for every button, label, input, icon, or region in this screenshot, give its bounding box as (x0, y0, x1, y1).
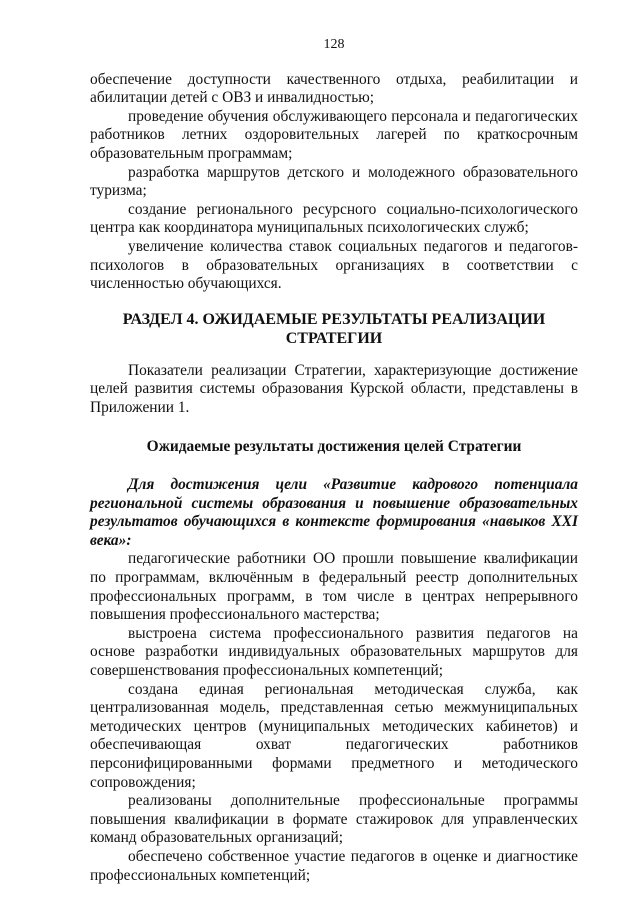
results-list (90, 550, 578, 885)
list-item: обеспечено собственное участие педагогов в оценке и диагностике профессиональных компетенций; (90, 847, 578, 884)
list-item: педагогические работники ОО прошли повышение квалификации по программам, включённым в федеральный реестр дополнительных профессиональных программ, в том числе в центрах непрерывного повышения профессионального мастерства; (90, 550, 578, 624)
page-number: 128 (323, 37, 345, 52)
section-heading: РАЗДЕЛ 4. ОЖИДАЕМЫЕ РЕЗУЛЬТАТЫ РЕАЛИЗАЦИИ СТРАТЕГИИ (122, 310, 546, 347)
subheading: Ожидаемые результаты достижения целей Стратегии (146, 437, 522, 455)
goal-intro: Для достижения цели «Развитие кадрового потенциала региональной системы образования и повышение образовательных результатов обучающихся в контексте формирования «навыков XXI века»: (90, 476, 578, 549)
top-list (90, 71, 578, 294)
list-item: создание регионального ресурсного социально-психологического центра как координатора муниципальных психологических служб; (90, 200, 578, 237)
list-item: реализованы дополнительные профессиональные программы повышения квалификации в формате стажировок для управленческих команд образовательных организаций; (90, 792, 578, 847)
list-item: проведение обучения обслуживающего персонала и педагогических работников летних оздоровительных лагерей по краткосрочным образовательным программам; (90, 107, 578, 162)
list-item: увеличение количества ставок социальных педагогов и педагогов-психологов в образовательных организациях в соответствии с численностью обучающихся. (90, 237, 578, 293)
section-intro: Показатели реализации Стратегии, характеризующие достижение целей развития системы образования Курской области, представлены в Приложении 1. (90, 361, 578, 416)
list-item: обеспечение доступности качественного отдыха, реабилитации и абилитации детей с ОВЗ и инвалидностью; (90, 70, 578, 107)
list-item: выстроена система профессионального развития педагогов на основе разработки индивидуальных образовательных маршрутов для совершенствования профессиональных компетенций; (90, 624, 578, 680)
document-page (90, 36, 578, 885)
list-item: создана единая региональная методическая служба, как централизованная модель, представленная сетью межмуниципальных методических центров (муниципальных методических кабинетов) и обеспечивающая охват педагогических работников персонифицированными формами предметного и методического сопровождения; (90, 680, 578, 791)
list-item: разработка маршрутов детского и молодежного образовательного туризма; (90, 163, 578, 200)
